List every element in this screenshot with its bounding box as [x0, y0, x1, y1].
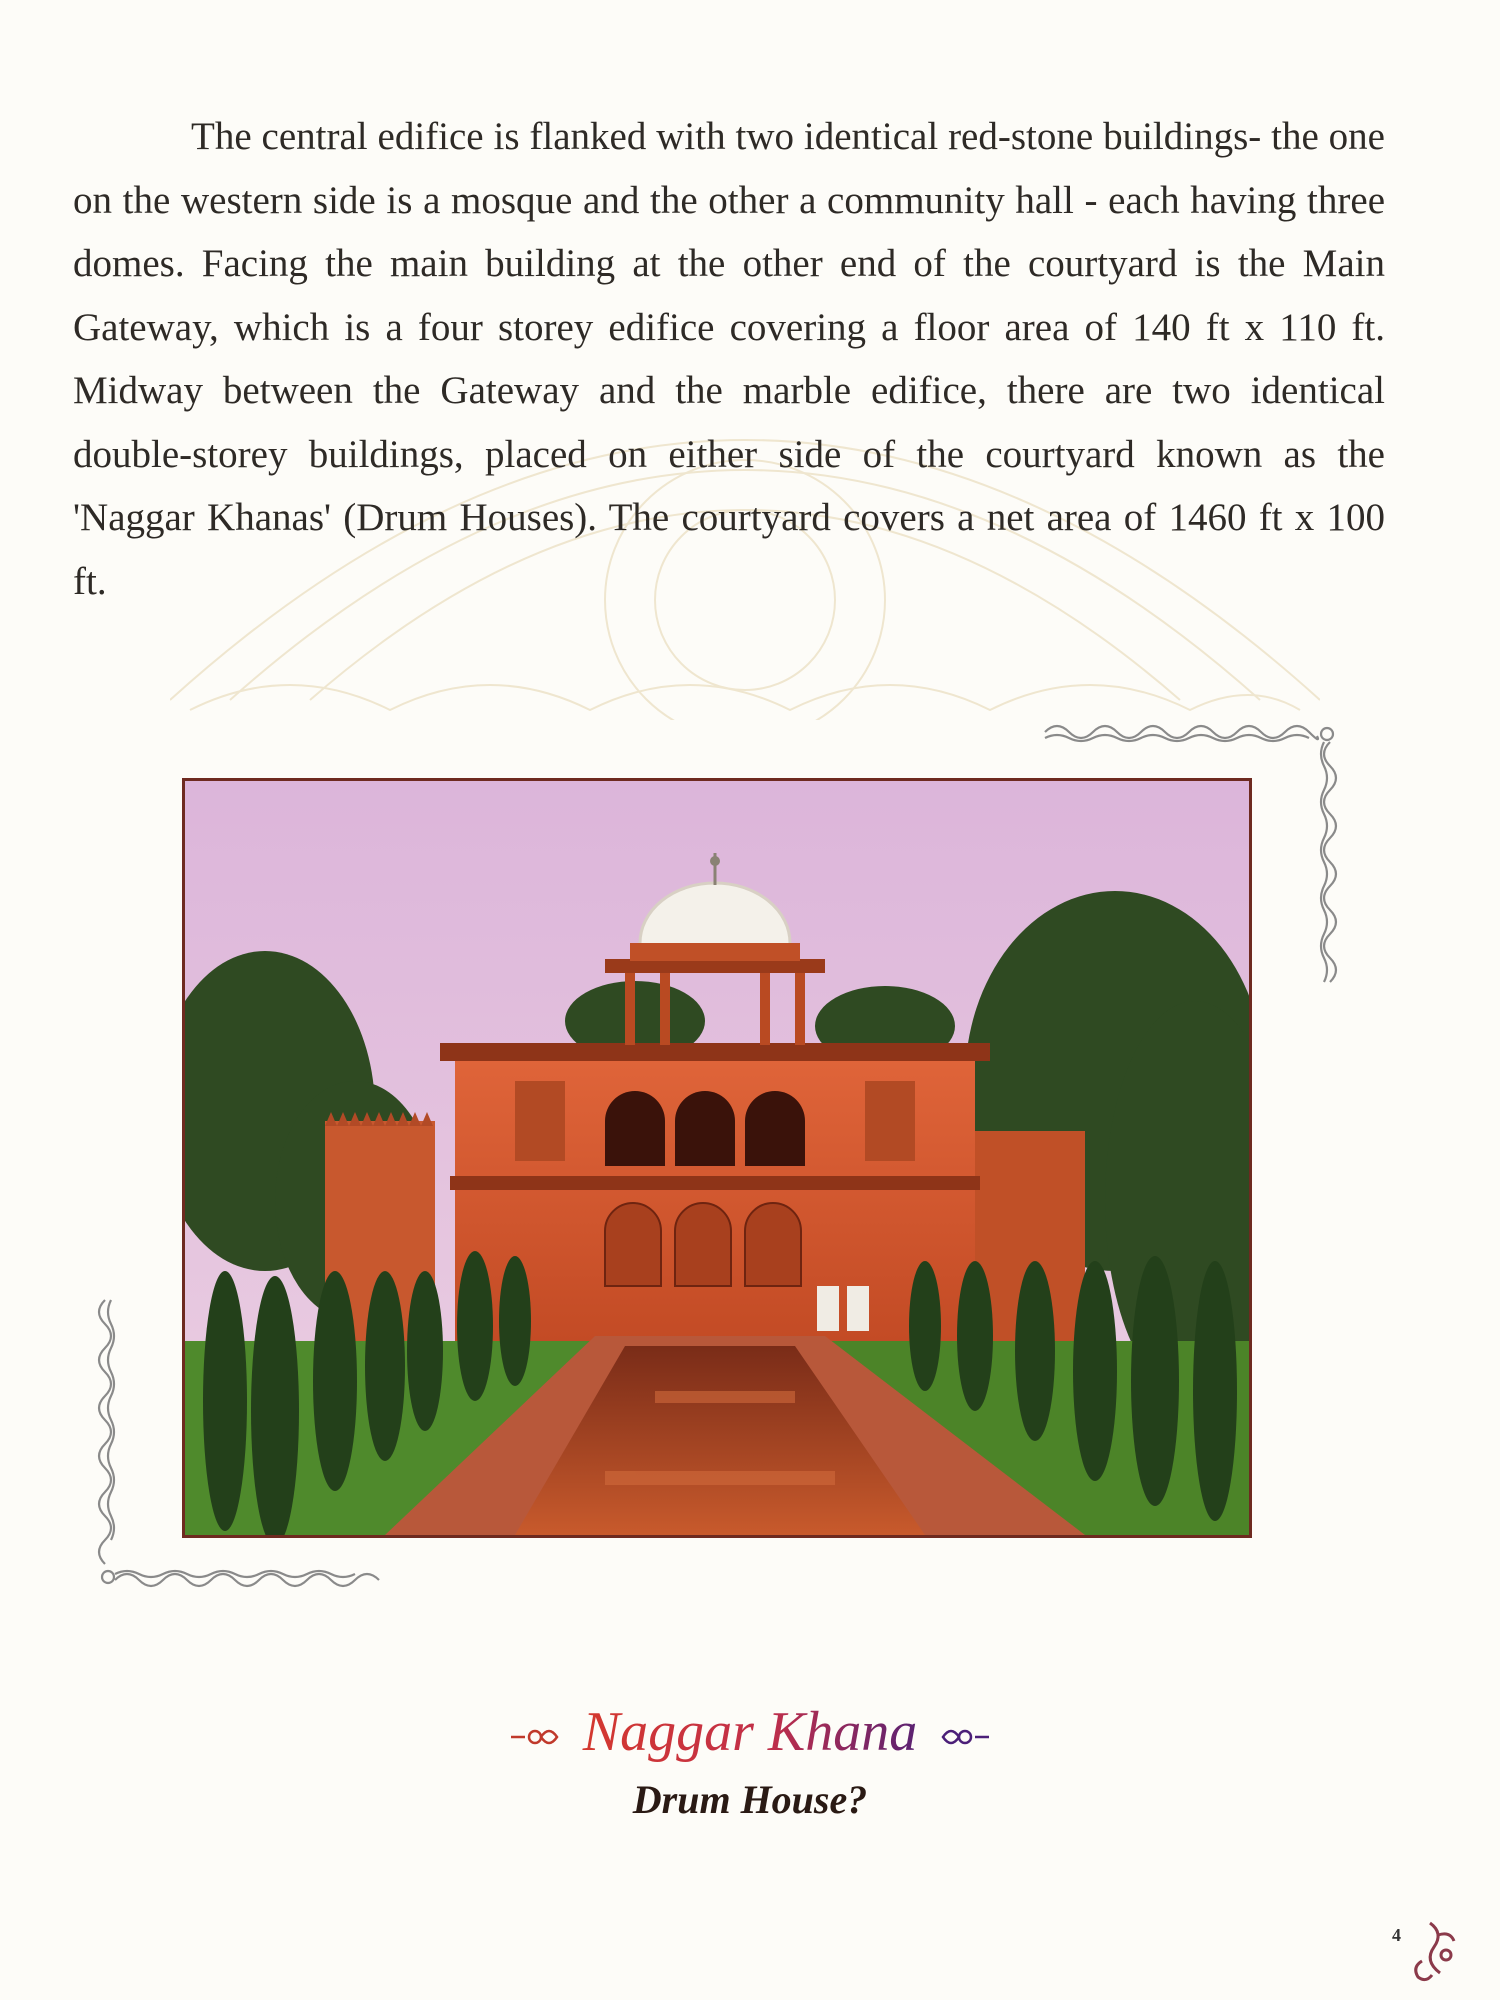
- caption-title-text: Naggar Khana: [561, 1701, 940, 1763]
- flourish-left-icon: [511, 1722, 561, 1752]
- page-number: 4: [1392, 1925, 1401, 1945]
- page-ornament-icon: [1402, 1915, 1462, 1985]
- caption-subtitle: Drum House?: [632, 1777, 868, 1822]
- naggar-khana-photo: [182, 778, 1252, 1538]
- caption-title: [0, 1700, 1500, 1764]
- body-paragraph: The central edifice is flanked with two identical red-stone buildings- the one on the western side is a mosque and the other a community hall - each having three domes. Facing the main building at the other end of the courtyard is the Main Gateway, which is a four storey edifice covering a floor area of 140 ft x 110 ft. Midway between the Gateway and the marble edifice, there are two identical double-storey buildings, placed on either side of the courtyard known as the 'Naggar Khanas' (Drum Houses). The courtyard covers a net area of 1460 ft x 100 ft.: [73, 115, 1385, 603]
- flourish-right-icon: [939, 1722, 989, 1752]
